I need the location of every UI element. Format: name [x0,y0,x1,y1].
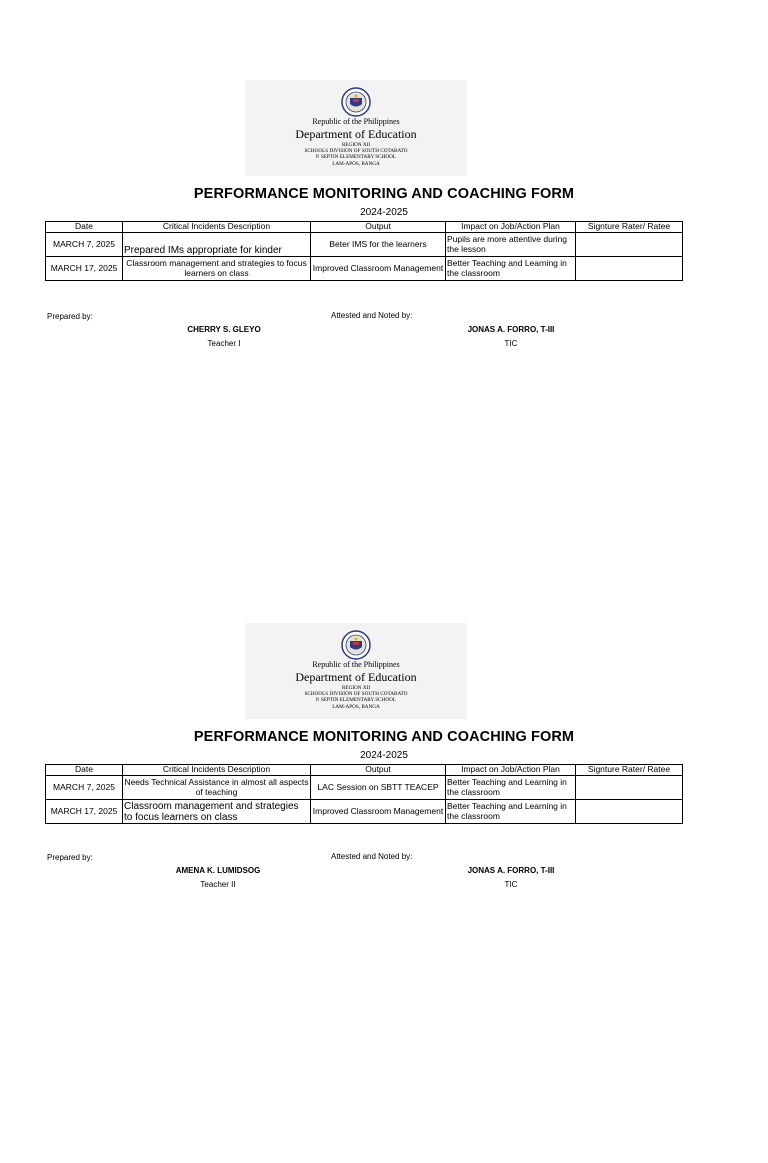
column-header: Signture Rater/ Ratee [576,222,683,233]
output-cell: Improved Classroom Management [311,257,446,281]
column-header: Impact on Job/Action Plan [446,765,576,776]
impact-cell: Better Teaching and Learning in the classroom [446,257,576,281]
noter-title: TIC [504,339,518,348]
preparer-name: AMENA K. LUMIDSOG [175,866,261,875]
date-cell: MARCH 17, 2025 [46,257,123,281]
region-line: REGION XII [341,685,371,691]
impact-cell: Pupils are more attentive during the lesson [446,233,576,257]
noter-name: JONAS A. FORRO, T-III [467,866,555,875]
attested-label: Attested and Noted by: [331,852,413,861]
address-line: LAM-APOS, BANGA [332,160,380,167]
division-line: SCHOOLS DIVISION OF SOUTH COTABATO [304,148,408,155]
incident-cell: Classroom management and strategies to focus learners on class [123,257,311,281]
deped-seal-icon [331,630,381,660]
table-row [46,800,683,824]
output-cell: LAC Session on SBTT TEACEP [311,776,446,800]
impact-cell: Better Teaching and Learning in the classroom [446,800,576,824]
republic-line: Republic of the Philippines [312,660,400,669]
form-title: PERFORMANCE MONITORING AND COACHING FORM [193,186,575,202]
department-line: Department of Education [295,127,417,141]
address-line: LAM-APOS, BANGA [332,703,380,710]
attested-label: Attested and Noted by: [331,311,413,320]
table-row [46,257,683,281]
table-row [46,233,683,257]
prepared-by-label: Prepared by: [47,312,93,321]
region-line: REGION XII [341,142,371,148]
incident-cell: Prepared IMs appropriate for kinder [123,233,311,257]
incident-cell: Classroom management and strategies to focus learners on class [123,800,311,824]
signature-cell [576,800,683,824]
coaching-table [45,221,683,281]
signature-cell [576,776,683,800]
school-year: 2024-2025 [360,207,408,218]
date-cell: MARCH 7, 2025 [46,233,123,257]
republic-line: Republic of the Philippines [312,117,400,126]
column-header: Output [311,765,446,776]
impact-cell: Better Teaching and Learning in the classroom [446,776,576,800]
column-header: Impact on Job/Action Plan [446,222,576,233]
output-cell: Beter IMS for the learners [311,233,446,257]
school-year: 2024-2025 [360,750,408,761]
signature-cell [576,257,683,281]
output-cell: Improved Classroom Management [311,800,446,824]
column-header: Critical Incidents Description [123,222,311,233]
school-info [245,685,467,710]
incident-cell: Needs Technical Assistance in almost all aspects of teaching [123,776,311,800]
division-line: SCHOOLS DIVISION OF SOUTH COTABATO [304,691,408,698]
prepared-by-label: Prepared by: [47,853,93,862]
coaching-form-1 [0,80,768,620]
table-row [46,776,683,800]
table-header-row [46,765,683,776]
column-header: Date [46,222,123,233]
coaching-table [45,764,683,824]
date-cell: MARCH 7, 2025 [46,776,123,800]
noter-name: JONAS A. FORRO, T-III [467,325,555,334]
school-line: P. SEPTIN ELEMENTARY SCHOOL [315,697,397,704]
column-header: Signture Rater/ Ratee [576,765,683,776]
signature-cell [576,233,683,257]
column-header: Output [311,222,446,233]
preparer-name: CHERRY S. GLEYO [187,325,261,334]
department-line: Department of Education [295,670,417,684]
school-line: P. SEPTIN ELEMENTARY SCHOOL [315,154,397,161]
column-header: Date [46,765,123,776]
column-header: Critical Incidents Description [123,765,311,776]
school-info [245,142,467,167]
preparer-title: Teacher II [200,880,236,889]
preparer-title: Teacher I [207,339,241,348]
noter-title: TIC [504,880,518,889]
table-header-row [46,222,683,233]
coaching-form-2 [0,623,768,1163]
deped-seal-icon [331,87,381,117]
date-cell: MARCH 17, 2025 [46,800,123,824]
form-title: PERFORMANCE MONITORING AND COACHING FORM [193,729,575,745]
